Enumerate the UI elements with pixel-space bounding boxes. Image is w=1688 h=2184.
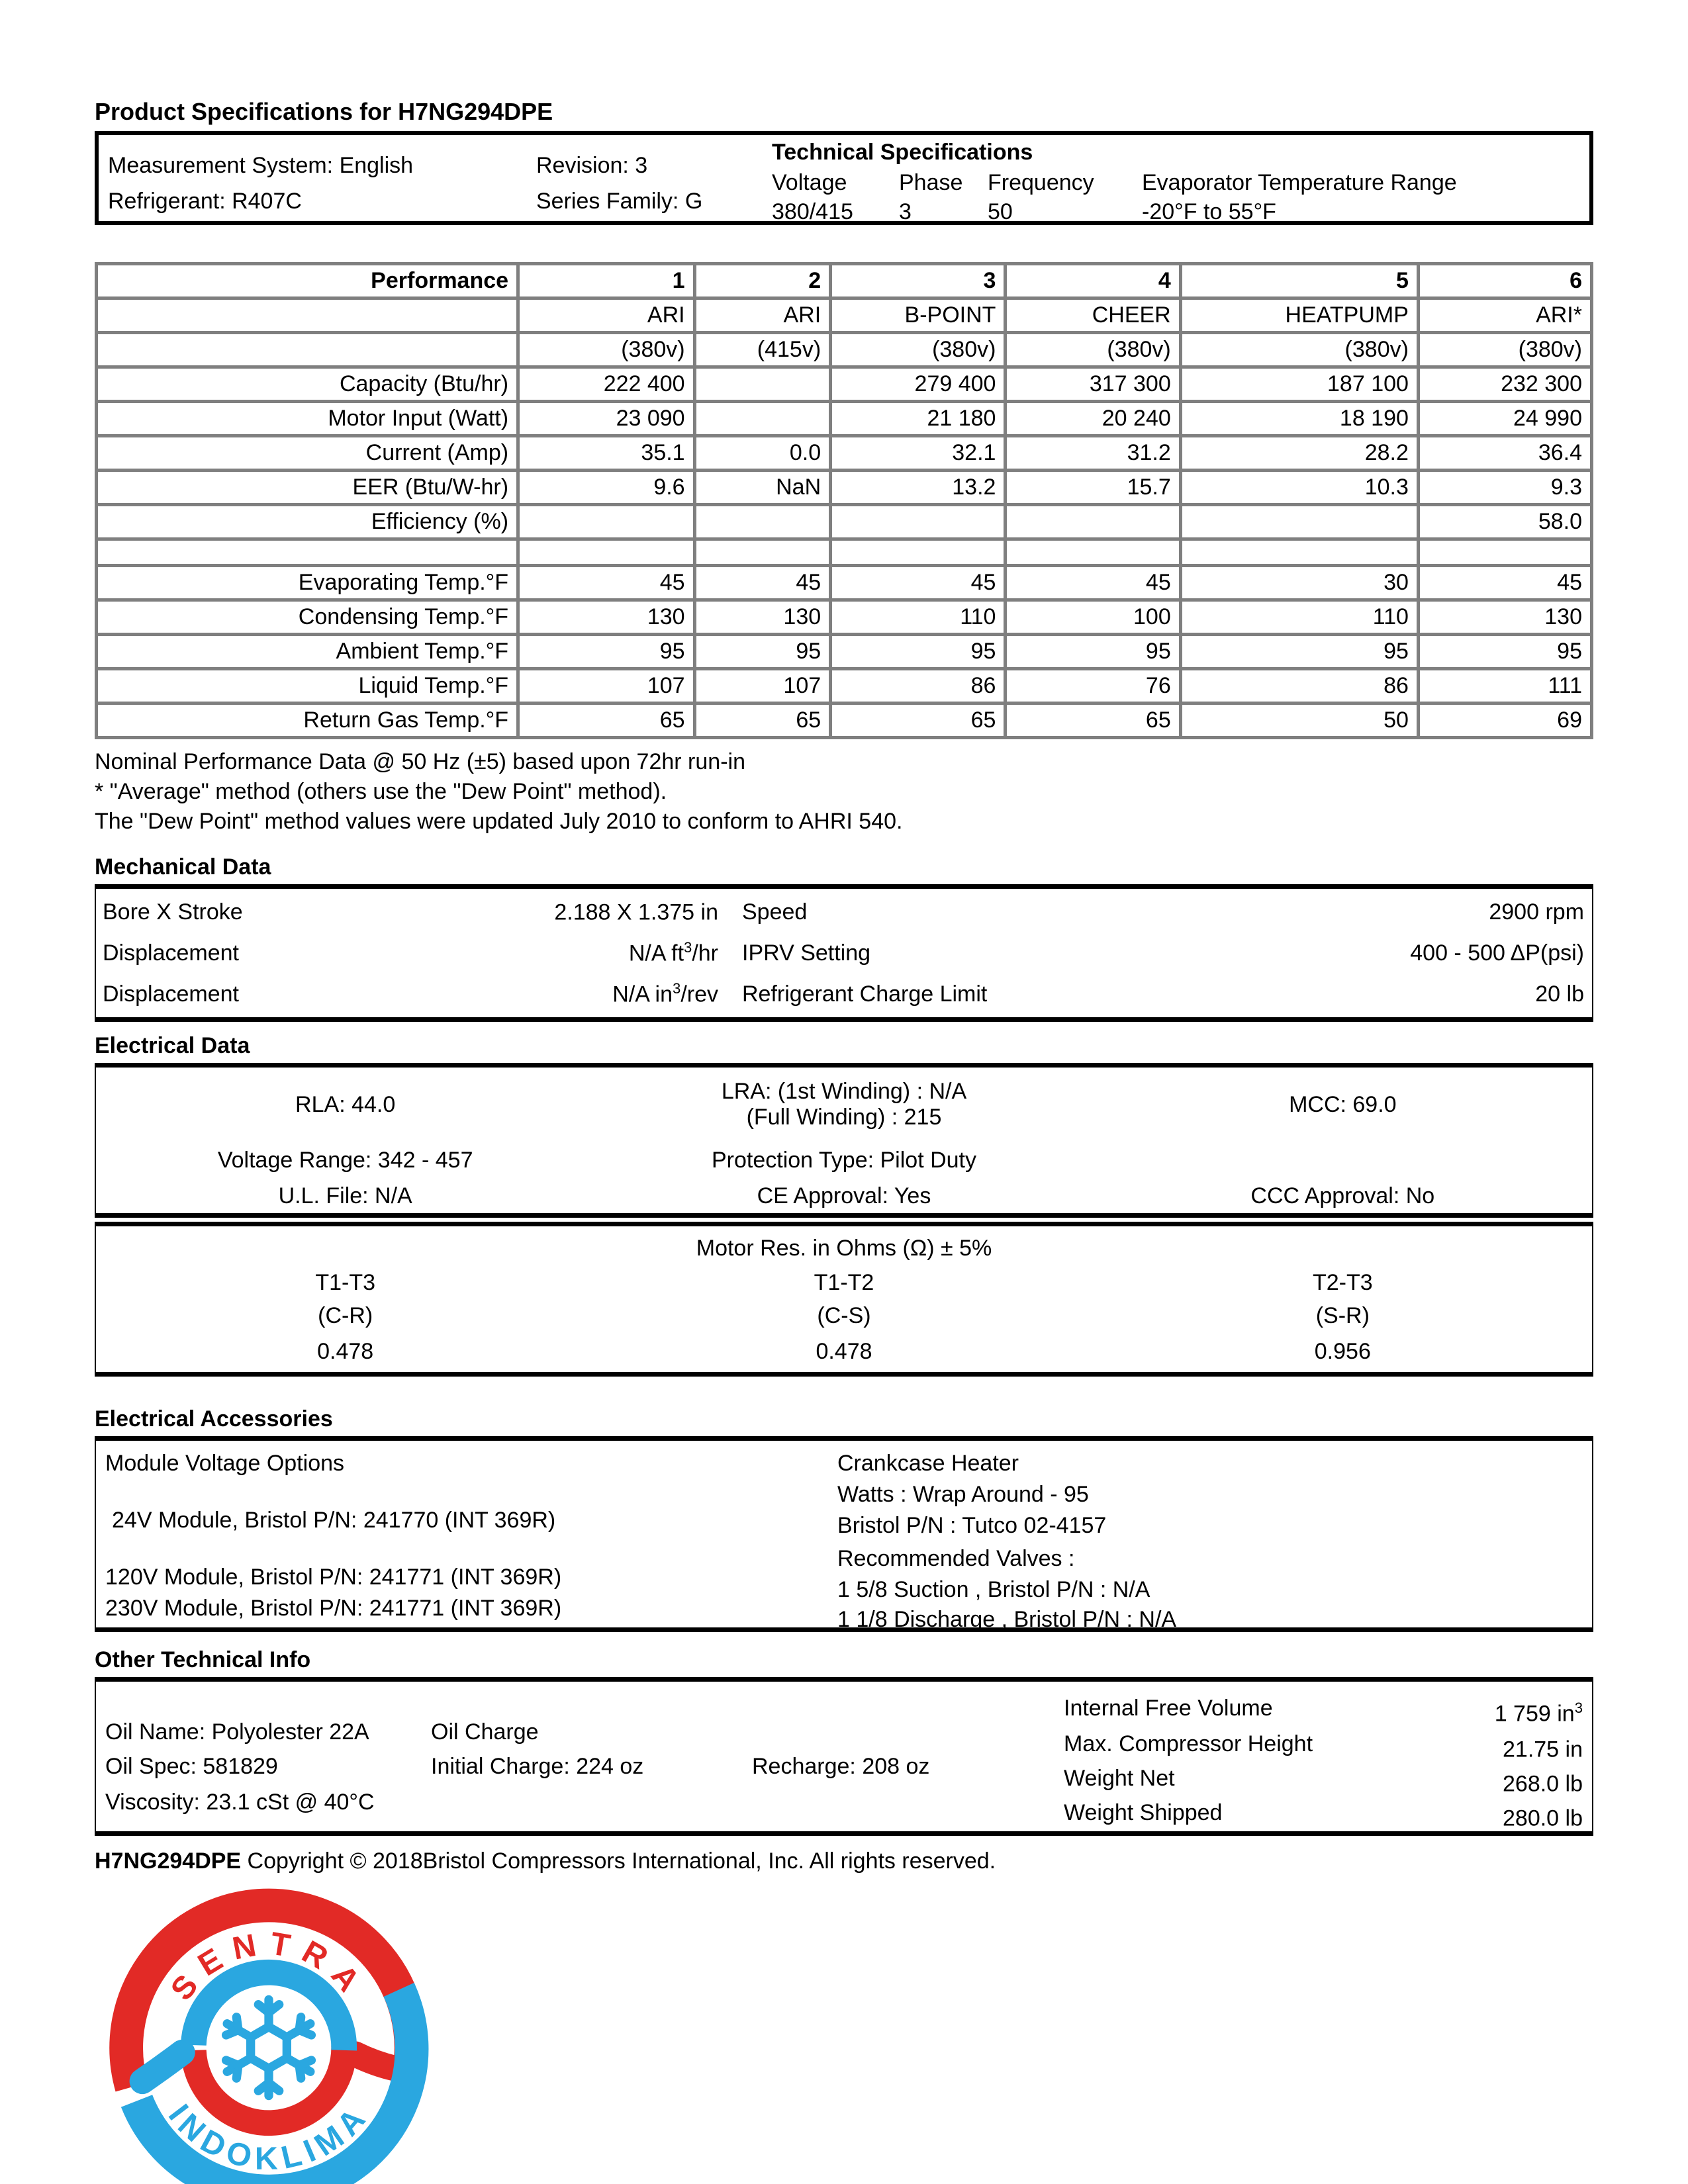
performance-cell: 95	[1006, 635, 1180, 669]
performance-cell: 65	[694, 704, 831, 738]
performance-cell	[518, 539, 695, 566]
performance-cell: CHEER	[1006, 298, 1180, 333]
displacement-hr-value: N/A $ft^3/hr$	[628, 939, 718, 966]
performance-cell	[694, 505, 831, 539]
performance-cell: 30	[1180, 566, 1418, 600]
stat-row	[1064, 1695, 1583, 1727]
protection-type: Protection Type: Pilot Duty	[711, 1147, 976, 1173]
performance-cell: (380v)	[1418, 333, 1591, 367]
displacement-label: Displacement	[103, 940, 239, 966]
ce-approval: CE Approval: Yes	[757, 1183, 931, 1208]
iprv-label: IPRV Setting	[742, 940, 871, 966]
initial-charge: Initial Charge: 224 oz	[431, 1754, 644, 1779]
series-family: Series Family: G	[536, 189, 703, 214]
performance-row-label: Motor Input (Watt)	[97, 402, 518, 436]
winding-terminals: T1-T3	[315, 1269, 375, 1295]
performance-cell: 222 400	[518, 367, 695, 402]
crankcase-heater-title: Crankcase Heater	[837, 1451, 1019, 1476]
weight-shipped-label: Weight Shipped	[1064, 1800, 1223, 1825]
performance-cell: 45	[518, 566, 695, 600]
tech-specs-col-phase: Phase	[899, 170, 963, 195]
performance-cell: 95	[694, 635, 831, 669]
refrigerant-charge-limit-value: 20 lb	[1535, 981, 1584, 1007]
mcc-value: MCC: 69.0	[1289, 1091, 1397, 1117]
mechanical-row	[96, 974, 1592, 1015]
note-line: The "Dew Point" method values were updated July 2010 to conform to AHRI 540.	[95, 809, 903, 834]
performance-row-label: Return Gas Temp.°F	[97, 704, 518, 738]
performance-cell: (380v)	[1180, 333, 1418, 367]
performance-cell: 111	[1418, 669, 1591, 704]
performance-cell: 28.2	[1180, 436, 1418, 471]
performance-cell: 110	[1180, 600, 1418, 635]
performance-cell: 279 400	[831, 367, 1006, 402]
snowflake-icon	[222, 1999, 315, 2095]
refrigerant-charge-limit-label: Refrigerant Charge Limit	[742, 981, 988, 1007]
performance-cell: 45	[831, 566, 1006, 600]
max-compressor-height-label: Max. Compressor Height	[1064, 1731, 1313, 1756]
performance-table	[95, 262, 1593, 739]
tech-specs-frequency-value: 50	[988, 199, 1013, 224]
voltage-range: Voltage Range: 342 - 457	[217, 1147, 473, 1173]
max-compressor-height-value: 21.75 in	[1503, 1737, 1583, 1762]
performance-cell	[1006, 505, 1180, 539]
speed-label: Speed	[742, 899, 808, 925]
performance-cell: (380v)	[1006, 333, 1180, 367]
displacement-rev-value: N/A $in^3$/rev	[612, 980, 718, 1007]
winding-code: (S-R)	[1315, 1302, 1370, 1328]
performance-col-1: 1	[518, 264, 695, 298]
model-number: H7NG294DPE	[95, 1848, 242, 1874]
performance-cell: ARI	[694, 298, 831, 333]
electrical-accessories-heading: Electrical Accessories	[95, 1406, 333, 1432]
tech-specs-col-voltage: Voltage	[772, 170, 847, 195]
performance-spacer-row	[97, 539, 1592, 566]
performance-cell	[694, 539, 831, 566]
performance-cell	[1418, 539, 1591, 566]
ccc-approval: CCC Approval: No	[1250, 1183, 1435, 1208]
header-info-table	[95, 131, 1593, 225]
winding-values-row	[96, 1331, 1592, 1372]
performance-cell: 86	[831, 669, 1006, 704]
performance-cell	[518, 505, 695, 539]
performance-cell: 317 300	[1006, 367, 1180, 402]
content-column	[95, 0, 1593, 1874]
performance-cell: 35.1	[518, 436, 695, 471]
weight-net-value: 268.0 lb	[1503, 1771, 1583, 1797]
performance-cell: (415v)	[694, 333, 831, 367]
electrical-data-table	[95, 1063, 1593, 1218]
oil-charge-title: Oil Charge	[431, 1719, 539, 1745]
performance-cell: HEATPUMP	[1180, 298, 1418, 333]
module-option: 230V Module, Bristol P/N: 241771 (INT 369R)	[105, 1596, 562, 1621]
performance-cell: 50	[1180, 704, 1418, 738]
logo-red-connector	[355, 2054, 395, 2069]
logo-blue-connector	[142, 2052, 182, 2081]
performance-cell: 65	[1006, 704, 1180, 738]
performance-cell: ARI	[518, 298, 695, 333]
performance-row-label: EER (Btu/W-hr)	[97, 471, 518, 505]
electrical-data-heading: Electrical Data	[95, 1033, 250, 1058]
performance-cell: 58.0	[1418, 505, 1591, 539]
performance-row	[97, 298, 1592, 333]
performance-row-label: Capacity (Btu/hr)	[97, 367, 518, 402]
performance-row	[97, 505, 1592, 539]
winding-terminals: T2-T3	[1312, 1269, 1373, 1295]
winding-resistance: 0.956	[1314, 1338, 1371, 1364]
tech-specs-phase-value: 3	[899, 199, 912, 224]
stat-row	[1064, 1765, 1583, 1797]
performance-cell: 23 090	[518, 402, 695, 436]
winding-code: (C-R)	[318, 1302, 373, 1328]
performance-cell: 21 180	[831, 402, 1006, 436]
refrigerant: Refrigerant: R407C	[108, 189, 302, 214]
electrical-row-2	[96, 1142, 1592, 1179]
recharge: Recharge: 208 oz	[752, 1754, 930, 1779]
performance-cell: 95	[831, 635, 1006, 669]
copyright-text: Copyright © 2018Bristol Compressors International, Inc. All rights reserved.	[241, 1848, 996, 1874]
performance-cell: 86	[1180, 669, 1418, 704]
performance-cell: 187 100	[1180, 367, 1418, 402]
performance-corner-label: Performance	[97, 264, 518, 298]
performance-cell	[1006, 539, 1180, 566]
performance-cell: 95	[518, 635, 695, 669]
page-title: Product Specifications for H7NG294DPE	[95, 98, 553, 125]
lra-value: LRA: (1st Winding) : N/A (Full Winding) : 215	[721, 1079, 967, 1130]
tech-specs-evap-range-value: -20°F to 55°F	[1142, 199, 1276, 224]
performance-cell: 65	[518, 704, 695, 738]
performance-cell: 24 990	[1418, 402, 1591, 436]
performance-col-2: 2	[694, 264, 831, 298]
rla-value: RLA: 44.0	[295, 1091, 396, 1117]
crankcase-part-number: Bristol P/N : Tutco 02-4157	[837, 1513, 1107, 1538]
performance-row-label: Ambient Temp.°F	[97, 635, 518, 669]
performance-cell: NaN	[694, 471, 831, 505]
mechanical-data-heading: Mechanical Data	[95, 854, 271, 880]
performance-cell: 31.2	[1006, 436, 1180, 471]
performance-notes	[95, 747, 1593, 837]
tech-specs-col-frequency: Frequency	[988, 170, 1094, 195]
performance-cell: 130	[694, 600, 831, 635]
viscosity: Viscosity: 23.1 cSt @ 40°C	[105, 1790, 375, 1815]
performance-cell: 95	[1180, 635, 1418, 669]
stat-row	[1064, 1731, 1583, 1762]
winding-terminals-row	[96, 1265, 1592, 1300]
logo-bottom-text: INDOKLIMA	[161, 2097, 377, 2177]
performance-cell	[1180, 539, 1418, 566]
electrical-accessories-table	[95, 1436, 1593, 1632]
performance-row	[97, 471, 1592, 505]
performance-row-label	[97, 333, 518, 367]
performance-cell: 95	[1418, 635, 1591, 669]
performance-cell: (380v)	[518, 333, 695, 367]
performance-row	[97, 367, 1592, 402]
internal-free-volume-value: 1 759 $in^3$	[1494, 1700, 1583, 1727]
performance-cell: 65	[831, 704, 1006, 738]
tech-specs-col-evap-range: Evaporator Temperature Range	[1142, 170, 1457, 195]
winding-code: (C-S)	[817, 1302, 871, 1328]
tech-specs-title: Technical Specifications	[772, 140, 1033, 165]
performance-header-row	[97, 264, 1592, 298]
winding-codes-row	[96, 1300, 1592, 1331]
note-line: * "Average" method (others use the "Dew Point" method).	[95, 779, 667, 804]
performance-row-label: Liquid Temp.°F	[97, 669, 518, 704]
performance-cell	[831, 505, 1006, 539]
measurement-system: Measurement System: English	[108, 153, 414, 178]
displacement-label: Displacement	[103, 981, 239, 1007]
performance-cell: 32.1	[831, 436, 1006, 471]
copyright-line	[95, 1848, 1593, 1874]
performance-cell: 9.6	[518, 471, 695, 505]
performance-row-label: Condensing Temp.°F	[97, 600, 518, 635]
note-line: Nominal Performance Data @ 50 Hz (±5) based upon 72hr run-in	[95, 749, 745, 774]
winding-resistance: 0.478	[317, 1338, 374, 1364]
crankcase-watts: Watts : Wrap Around - 95	[837, 1482, 1089, 1507]
other-technical-info-table	[95, 1677, 1593, 1836]
performance-cell: ARI*	[1418, 298, 1591, 333]
performance-row-label: Current (Amp)	[97, 436, 518, 471]
performance-cell: 0.0	[694, 436, 831, 471]
performance-cell: (380v)	[831, 333, 1006, 367]
winding-terminals: T1-T2	[814, 1269, 874, 1295]
performance-col-5: 5	[1180, 264, 1418, 298]
performance-cell	[694, 367, 831, 402]
performance-row	[97, 436, 1592, 471]
performance-cell: 76	[1006, 669, 1180, 704]
performance-row	[97, 669, 1592, 704]
performance-cell: 10.3	[1180, 471, 1418, 505]
performance-col-4: 4	[1006, 264, 1180, 298]
mechanical-row	[96, 891, 1592, 933]
tech-specs-voltage-value: 380/415	[772, 199, 853, 224]
suction-valve: 1 5/8 Suction , Bristol P/N : N/A	[837, 1577, 1150, 1602]
performance-row-label	[97, 539, 518, 566]
performance-col-3: 3	[831, 264, 1006, 298]
performance-cell	[831, 539, 1006, 566]
performance-cell: 36.4	[1418, 436, 1591, 471]
revision: Revision: 3	[536, 153, 648, 178]
winding-resistance: 0.478	[816, 1338, 872, 1364]
performance-row-label: Efficiency (%)	[97, 505, 518, 539]
other-technical-info-heading: Other Technical Info	[95, 1647, 311, 1672]
performance-cell: 18 190	[1180, 402, 1418, 436]
performance-cell: 69	[1418, 704, 1591, 738]
stat-row	[1064, 1799, 1583, 1831]
performance-row	[97, 704, 1592, 738]
performance-cell: 232 300	[1418, 367, 1591, 402]
performance-row	[97, 333, 1592, 367]
performance-cell: 130	[518, 600, 695, 635]
module-voltage-options-title: Module Voltage Options	[105, 1451, 345, 1476]
bore-stroke-value: 2.188 X 1.375 in	[554, 899, 718, 925]
iprv-value: 400 - 500 ΔP(psi)	[1410, 940, 1584, 966]
performance-cell: 130	[1418, 600, 1591, 635]
weight-net-label: Weight Net	[1064, 1766, 1175, 1791]
performance-cell: 45	[1418, 566, 1591, 600]
company-logo	[93, 1872, 445, 2184]
performance-cell: 45	[1006, 566, 1180, 600]
discharge-valve: 1 1/8 Discharge , Bristol P/N : N/A	[837, 1607, 1177, 1632]
oil-name: Oil Name: Polyolester 22A	[105, 1719, 369, 1745]
performance-cell: 107	[518, 669, 695, 704]
performance-cell: 110	[831, 600, 1006, 635]
performance-cell	[1180, 505, 1418, 539]
module-option: 24V Module, Bristol P/N: 241770 (INT 369R)	[112, 1508, 556, 1533]
performance-cell: 20 240	[1006, 402, 1180, 436]
performance-row-label: Evaporating Temp.°F	[97, 566, 518, 600]
performance-col-6: 6	[1418, 264, 1591, 298]
weight-shipped-value: 280.0 lb	[1503, 1805, 1583, 1831]
performance-row	[97, 600, 1592, 635]
recommended-valves-title: Recommended Valves :	[837, 1546, 1075, 1571]
performance-row	[97, 566, 1592, 600]
performance-row-label	[97, 298, 518, 333]
speed-value: 2900 rpm	[1489, 899, 1584, 925]
module-option: 120V Module, Bristol P/N: 241771 (INT 369R)	[105, 1565, 562, 1590]
performance-cell: 15.7	[1006, 471, 1180, 505]
electrical-row-3	[96, 1179, 1592, 1213]
internal-free-volume-label: Internal Free Volume	[1064, 1696, 1273, 1721]
bore-stroke-label: Bore X Stroke	[103, 899, 243, 925]
ul-file: U.L. File: N/A	[278, 1183, 412, 1208]
performance-cell: 45	[694, 566, 831, 600]
performance-cell: 107	[694, 669, 831, 704]
motor-resistance-table	[95, 1222, 1593, 1377]
logo-top-text: SENTRA	[164, 1925, 374, 2007]
mechanical-data-table	[95, 884, 1593, 1022]
motor-res-title: Motor Res. in Ohms (Ω) ± 5%	[696, 1236, 992, 1261]
mechanical-row	[96, 933, 1592, 974]
performance-cell: 100	[1006, 600, 1180, 635]
performance-cell: 13.2	[831, 471, 1006, 505]
performance-cell: B-POINT	[831, 298, 1006, 333]
performance-row	[97, 635, 1592, 669]
performance-row	[97, 402, 1592, 436]
electrical-row-1	[96, 1068, 1592, 1142]
oil-spec: Oil Spec: 581829	[105, 1754, 278, 1779]
performance-cell	[694, 402, 831, 436]
performance-cell: 9.3	[1418, 471, 1591, 505]
